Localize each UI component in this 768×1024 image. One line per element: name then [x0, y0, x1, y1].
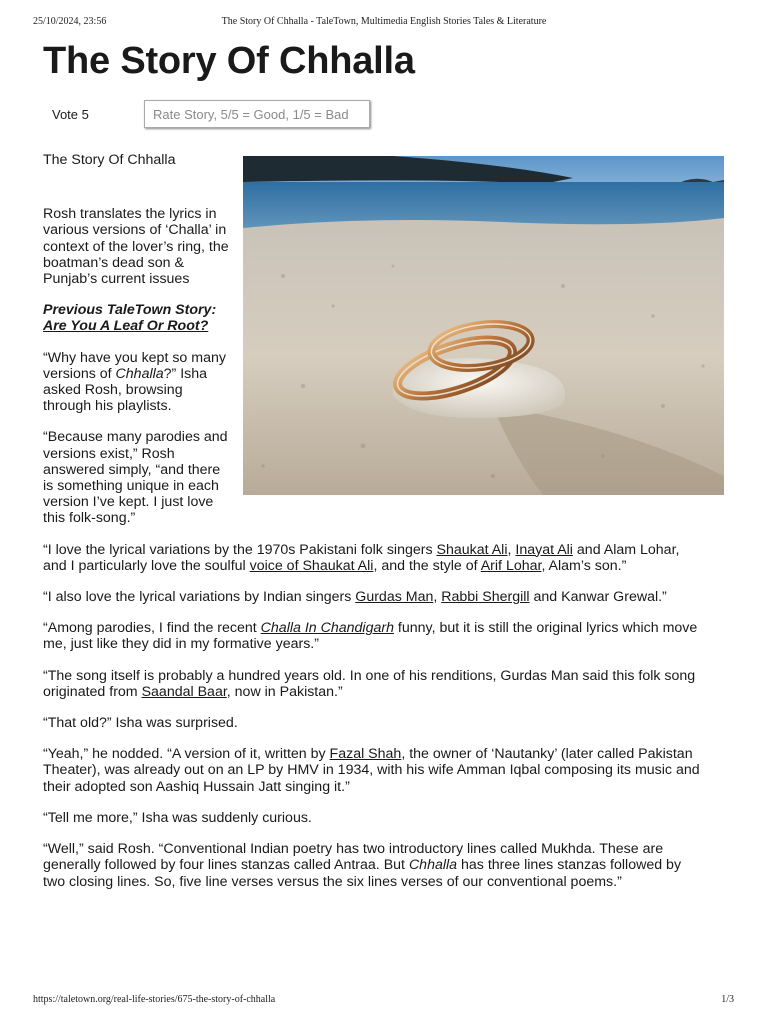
- rate-story-input[interactable]: [144, 100, 370, 128]
- link-gurdas-man[interactable]: Gurdas Man: [355, 589, 434, 606]
- print-datetime: 25/10/2024, 23:56: [33, 16, 107, 27]
- paragraph: “Well,” said Rosh. “Conventional Indian poetry has two introductory lines called Mukhda. These are generally followed by four lines stanzas called Antraa. But Chhalla has three lines stanzas followed by two closing lines. So, five line verses versus the six lines verses of our conventional poems.”: [43, 841, 682, 890]
- paragraph: “Tell me more,” Isha was suddenly curious.: [43, 809, 312, 826]
- paragraph: “Because many parodies and versions exist,” Rosh answered simply, “and there is something unique in each version I’ve kept. I just love this folk-song.”: [43, 429, 228, 527]
- previous-story-link[interactable]: Are You A Leaf Or Root?: [43, 318, 209, 335]
- paragraph: “Why have you kept so many versions of Chhalla?” Isha asked Rosh, browsing through his playlists.: [43, 349, 226, 415]
- link-voice-of-shaukat-ali[interactable]: voice of Shaukat Ali: [249, 557, 374, 574]
- link-fazal-shah[interactable]: Fazal Shah: [329, 746, 402, 763]
- vote-label: Vote 5: [52, 107, 89, 122]
- link-saandal-baar[interactable]: Saandal Baar: [141, 683, 227, 700]
- vote-row: [43, 100, 743, 130]
- previous-story-label: Previous TaleTown Story:: [43, 302, 217, 319]
- paragraph: “I also love the lyrical variations by Indian singers Gurdas Man, Rabbi Shergill and Kanwar Grewal.”: [43, 589, 667, 606]
- link-inayat-ali[interactable]: Inayat Ali: [515, 541, 573, 558]
- print-doc-title: The Story Of Chhalla - TaleTown, Multimedia English Stories Tales & Literature: [221, 16, 547, 27]
- paragraph: “The song itself is probably a hundred years old. In one of his renditions, Gurdas Man said this folk song originated from Saandal Baar, now in Pakistan.”: [43, 667, 696, 700]
- link-arif-lohar[interactable]: Arif Lohar: [480, 557, 542, 574]
- paragraph: “I love the lyrical variations by the 1970s Pakistani folk singers Shaukat Ali, Inayat Ali and Alam Lohar, and I particularly love the soulful voice of Shaukat Ali, and the style of Arif Lohar, Alam’s son.”: [43, 541, 680, 574]
- page-title: The Story Of Chhalla: [43, 40, 415, 82]
- story-image: [243, 156, 724, 495]
- link-rabbi-shergill[interactable]: Rabbi Shergill: [441, 589, 530, 606]
- print-url: https://taletown.org/real-life-stories/675-the-story-of-chhalla: [33, 994, 276, 1005]
- link-challa-in-chandigarh[interactable]: Challa In Chandigarh: [260, 620, 394, 637]
- page-number: 1/3: [721, 994, 734, 1005]
- paragraph: “Yeah,” he nodded. “A version of it, written by Fazal Shah, the owner of ‘Nautanky’ (later called Pakistan Theater), was already out on an LP by HMV in 1934, with his wife Amman Iqbal composing its music and their adopted son Aashiq Hussain Jatt singing it.”: [43, 746, 700, 795]
- paragraph: “That old?” Isha was surprised.: [43, 715, 238, 732]
- article-heading: The Story Of Chhalla: [43, 152, 176, 168]
- paragraph: “Among parodies, I find the recent Challa In Chandigarh funny, but it is still the original lyrics which move me, just like they did in my formative years.”: [43, 620, 698, 653]
- article-body: [43, 152, 705, 905]
- link-shaukat-ali[interactable]: Shaukat Ali: [436, 541, 508, 558]
- intro-paragraph: Rosh translates the lyrics in various versions of ‘Challa’ in context of the lover’s ring, the boatman’s dead son & Punjab’s current issues: [43, 206, 229, 288]
